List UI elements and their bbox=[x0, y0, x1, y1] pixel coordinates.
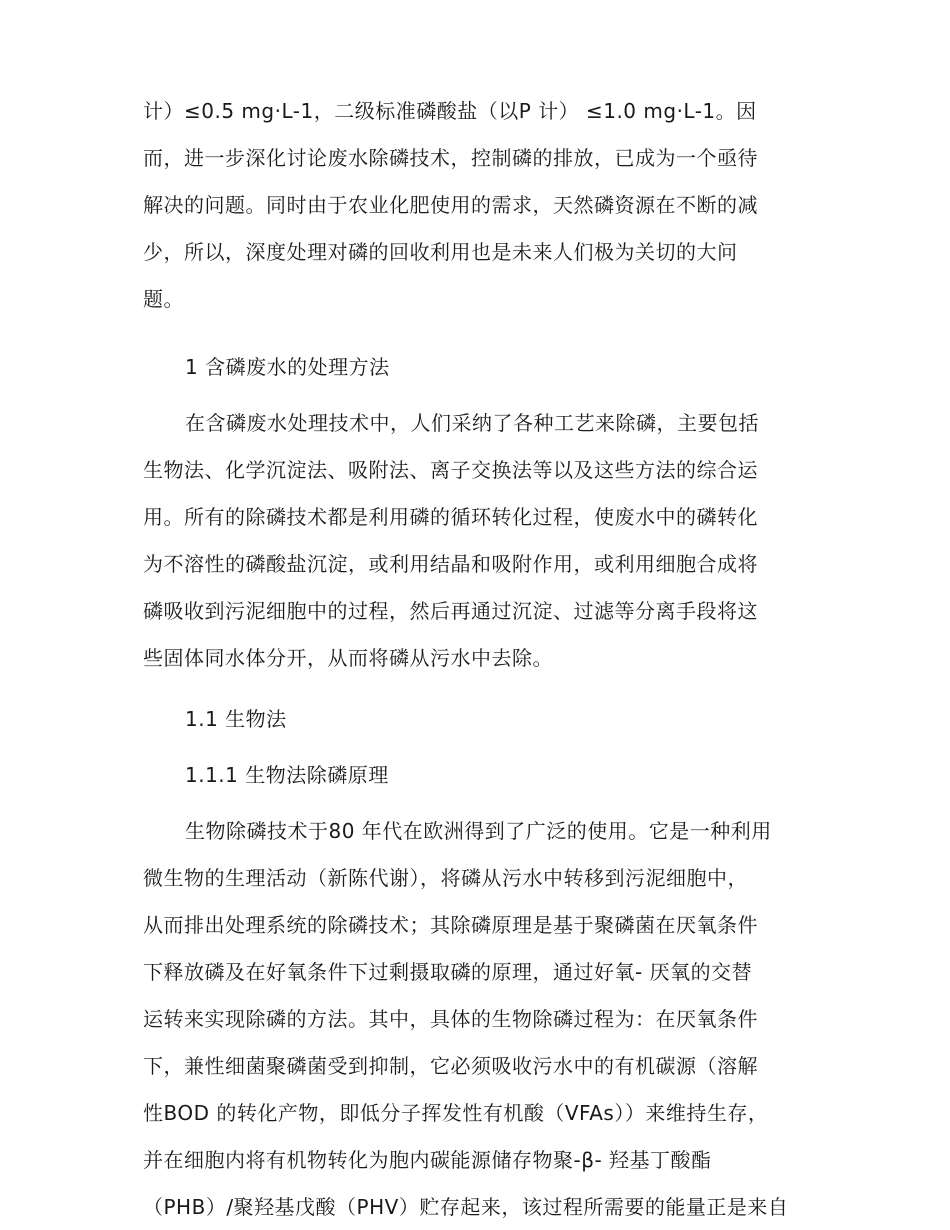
paragraph-line: 解决的问题。同时由于农业化肥使用的需求，天然磷资源在不断的减 bbox=[143, 193, 758, 217]
paragraph-line: 少，所以，深度处理对磷的回收利用也是未来人们极为关切的大问 bbox=[143, 240, 738, 264]
paragraph-line: 计）≤0.5 mg·L-1，二级标准磷酸盐（以P 计） ≤1.0 mg·L-1。因 bbox=[143, 99, 757, 123]
paragraph-line: 在含磷废水处理技术中，人们采纳了各种工艺来除磷，主要包括 bbox=[185, 411, 759, 435]
paragraph-line: （PHB）/聚羟基戊酸（PHV）贮存起来，该过程所需要的能量正是来自 bbox=[143, 1195, 789, 1219]
paragraph-line: 下释放磷及在好氧条件下过剩摄取磷的原理，通过好氧- 厌氧的交替 bbox=[143, 960, 753, 984]
paragraph-line: 生物法、化学沉淀法、吸附法、离子交换法等以及这些方法的综合运 bbox=[143, 458, 758, 482]
subsubsection-heading: 1.1.1 生物法除磷原理 bbox=[185, 763, 389, 787]
subsection-heading: 1.1 生物法 bbox=[185, 707, 287, 731]
paragraph-line: 运转来实现除磷的方法。其中，具体的生物除磷过程为：在厌氧条件 bbox=[143, 1007, 758, 1031]
paragraph-line: 下，兼性细菌聚磷菌受到抑制，它必须吸收污水中的有机碳源（溶解 bbox=[143, 1054, 758, 1078]
paragraph-line: 从而排出处理系统的除磷技术；其除磷原理是基于聚磷菌在厌氧条件 bbox=[143, 913, 758, 937]
paragraph-line: 些固体同水体分开，从而将磷从污水中去除。 bbox=[143, 646, 553, 670]
paragraph-line: 为不溶性的磷酸盐沉淀，或利用结晶和吸附作用，或利用细胞合成将 bbox=[143, 552, 758, 576]
paragraph-line: 而，进一步深化讨论废水除磷技术，控制磷的排放，已成为一个亟待 bbox=[143, 146, 758, 170]
paragraph-line: 磷吸收到污泥细胞中的过程，然后再通过沉淀、过滤等分离手段将这 bbox=[143, 599, 758, 623]
paragraph-line: 性BOD 的转化产物，即低分子挥发性有机酸（VFAs））来维持生存， bbox=[143, 1101, 769, 1125]
paragraph-line: 用。所有的除磷技术都是利用磷的循环转化过程，使废水中的磷转化 bbox=[143, 505, 758, 529]
paragraph-line: 题。 bbox=[143, 287, 184, 311]
paragraph-line: 生物除磷技术于80 年代在欧洲得到了广泛的使用。它是一种利用 bbox=[185, 819, 772, 843]
paragraph-line: 微生物的生理活动（新陈代谢），将磷从污水中转移到污泥细胞中， bbox=[143, 866, 748, 890]
section-heading: 1 含磷废水的处理方法 bbox=[185, 355, 390, 379]
paragraph-line: 并在细胞内将有机物转化为胞内碳能源储存物聚-β- 羟基丁酸酯 bbox=[143, 1148, 712, 1172]
